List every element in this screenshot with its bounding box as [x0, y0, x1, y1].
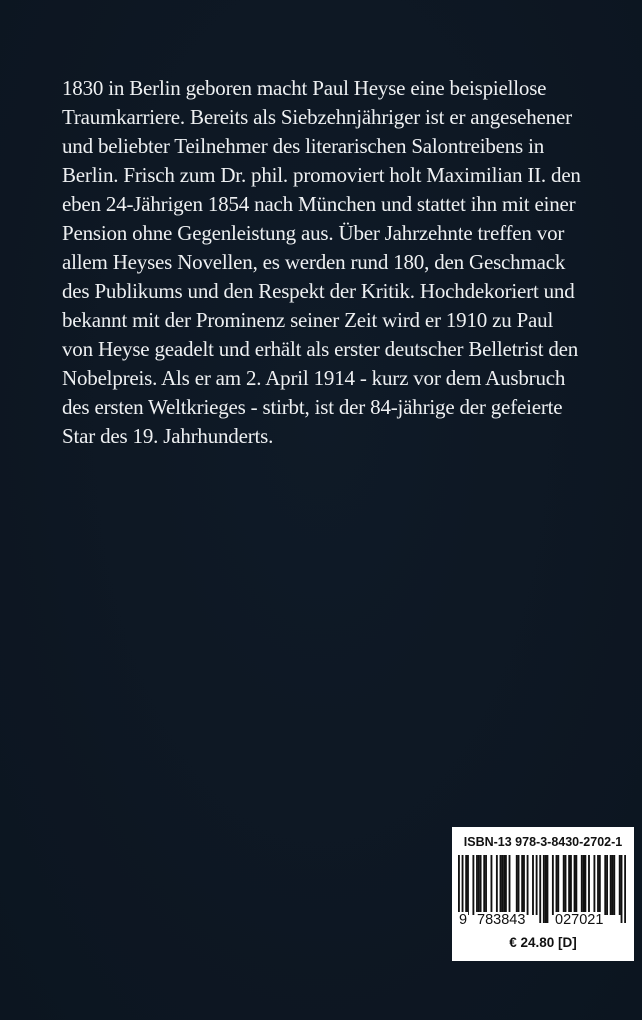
barcode-bar — [593, 855, 595, 915]
isbn-digits-right: 027021 — [555, 912, 604, 928]
barcode-bar — [483, 855, 485, 915]
blurb-line: allem Heyses Novellen, es werden rund 180, den Geschmack — [62, 250, 566, 274]
barcode-bar — [467, 855, 469, 915]
barcode-bar — [501, 855, 503, 915]
blurb-line: Nobelpreis. Als er am 2. April 1914 - kurz vor dem Ausbruch — [62, 366, 566, 390]
barcode-bar — [606, 855, 608, 915]
price-label: € 24.80 [D] — [509, 935, 577, 950]
barcode-bar — [565, 855, 567, 915]
barcode-bar — [505, 855, 507, 915]
barcode-bar — [521, 855, 523, 915]
blurb-line: Pension ohne Gegenleistung aus. Über Jahrzehnte treffen vor — [62, 221, 565, 245]
barcode-bar — [523, 855, 525, 915]
barcode-bar — [496, 855, 498, 915]
blurb-line: Berlin. Frisch zum Dr. phil. promoviert holt Maximilian II. den — [62, 163, 581, 187]
barcode-bar — [465, 855, 467, 915]
barcode-bar — [612, 855, 614, 915]
barcode-bar — [588, 855, 590, 915]
barcode-bar — [480, 855, 482, 915]
isbn-digit-lead: 9 — [459, 912, 468, 928]
barcode-bar — [574, 855, 576, 915]
barcode-bar — [527, 855, 529, 915]
barcode-bar — [619, 855, 621, 915]
barcode-bar — [509, 855, 511, 915]
barcode-bar — [581, 855, 583, 915]
barcode-bar — [472, 855, 474, 915]
barcode-bar — [570, 855, 572, 915]
barcode-bar — [557, 855, 559, 915]
blurb-text — [62, 74, 622, 451]
barcode-bar — [518, 855, 520, 915]
barcode-bar — [552, 855, 554, 915]
blurb-line: Star des 19. Jahrhunderts. — [62, 424, 274, 448]
barcode-bar — [563, 855, 565, 915]
barcode-bar — [478, 855, 480, 915]
barcode-bar — [568, 855, 570, 915]
blurb-line: 1830 in Berlin geboren macht Paul Heyse eine beispiellose — [62, 76, 547, 100]
barcode-bar — [491, 855, 493, 915]
barcode-bar — [599, 855, 601, 915]
blurb-line: und beliebter Teilnehmer des literarischen Salontreibens in — [62, 134, 545, 158]
barcode-bar — [575, 855, 577, 915]
barcode-bar — [597, 855, 599, 915]
barcode-bar — [476, 855, 478, 915]
isbn-digits — [458, 912, 628, 932]
isbn-digits-left: 783843 — [477, 912, 526, 928]
isbn-number: ISBN-13 978-3-8430-2702-1 — [463, 835, 623, 849]
blurb-line: bekannt mit der Prominenz seiner Zeit wird er 1910 zu Paul — [62, 308, 554, 332]
blurb-line: eben 24-Jährigen 1854 nach München und stattet ihn mit einer — [62, 192, 576, 216]
barcode-bar — [536, 855, 538, 915]
blurb-line: Traumkarriere. Bereits als Siebzehnjähriger ist er angesehener — [62, 105, 572, 129]
barcode-bar — [610, 855, 612, 915]
blurb-line: von Heyse geadelt und erhält als erster deutscher Belletrist den — [62, 337, 579, 361]
barcode-bar — [500, 855, 502, 915]
barcode-bar — [503, 855, 505, 915]
blurb-line: des ersten Weltkrieges - stirbt, ist der 84-jährige der gefeierte — [62, 395, 563, 419]
barcode-bar — [613, 855, 615, 915]
barcode-bar — [532, 855, 534, 915]
barcode-bar — [516, 855, 518, 915]
blurb-line: des Publikums und den Respekt der Kritik. Hochdekoriert und — [62, 279, 575, 303]
barcode-bar — [556, 855, 558, 915]
barcode-bar — [485, 855, 487, 915]
barcode-bar — [604, 855, 606, 915]
barcode-bar — [583, 855, 585, 915]
barcode-bar — [584, 855, 586, 915]
isbn-barcode-label — [452, 827, 634, 961]
